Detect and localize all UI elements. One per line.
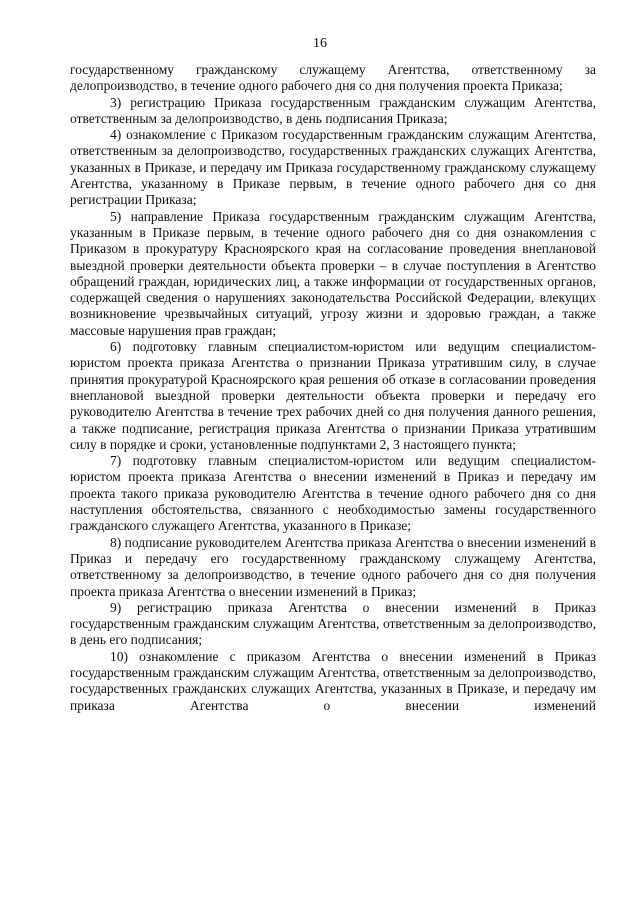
- paragraph-item-3: 3) регистрацию Приказа государственным гражданским служащим Агентства, ответственным за делопроизводство, в день подписания Приказа;: [70, 94, 596, 126]
- paragraph-item-10: 10) ознакомление с приказом Агентства о внесении изменений в Приказ государственным гражданским служащим Агентства, ответственным за делопроизводство, государственных гражданских служащих Агентства, указанных в Приказе, и передачу им приказа Агентства о внесении изменений: [70, 648, 596, 713]
- paragraph-continuation: государственному гражданскому служащему Агентства, ответственному за делопроизводство, в течение одного рабочего дня со дня получения проекта Приказа;: [70, 62, 596, 94]
- paragraph-item-9: 9) регистрацию приказа Агентства о внесении изменений в Приказ государственным гражданским служащим Агентства, ответственным за делопроизводство, в день его подписания;: [70, 599, 596, 648]
- paragraph-item-5: 5) направление Приказа государственным гражданским служащим Агентства, указанным в Приказе первым, в течение одного рабочего дня со дня ознакомления с Приказом в прокуратуру Красноярского края на согласование проведения внеплановой выездной проверки деятельности объекта проверки – в случае поступления в Агентство обращений граждан, юридических лиц, а также информации от государственных органов, содержащей сведения о нарушениях законодательства Российской Федерации, влекущих возникновение чрезвычайных ситуаций, угрозу жизни и здоровью граждан, а также массовые нарушения прав граждан;: [70, 208, 596, 338]
- document-body: [70, 62, 596, 714]
- paragraph-item-4: 4) ознакомление с Приказом государственным гражданским служащим Агентства, ответственным за делопроизводство, государственных гражданских служащих Агентства, указанных в Приказе, и передачу им Приказа государственному гражданскому служащему Агентства, указанному в Приказе первым, в течение одного рабочего дня со дня регистрации Приказа;: [70, 127, 596, 208]
- page-number: 16: [313, 36, 327, 51]
- paragraph-item-8: 8) подписание руководителем Агентства приказа Агентства о внесении изменений в Приказ и передачу его государственному гражданскому служащему Агентства, ответственному за делопроизводство, в течение одного рабочего дня со дня получения проекта приказа Агентства о внесении изменений в Приказ;: [70, 534, 596, 599]
- paragraph-item-6: 6) подготовку главным специалистом-юристом или ведущим специалистом-юристом проекта приказа Агентства о признании Приказа утратившим силу, в случае принятия прокуратурой Красноярского края решения об отказе в согласовании проведения внеплановой выездной проверки деятельности объекта проверки и передачу его руководителю Агентства в течение трех рабочих дней со дня получения данного решения, а также подписание, регистрация приказа Агентства о признании Приказа утратившим силу в порядке и сроки, установленные подпунктами 2, 3 настоящего пункта;: [70, 339, 596, 452]
- paragraph-item-7: 7) подготовку главным специалистом-юристом или ведущим специалистом-юристом проекта приказа Агентства о внесении изменений в Приказ и передачу им проекта такого приказа руководителю Агентства в течение одного рабочего дня со дня наступления обстоятельства, связанного с необходимостью замены государственного гражданского служащего Агентства, указанного в Приказе;: [70, 453, 596, 534]
